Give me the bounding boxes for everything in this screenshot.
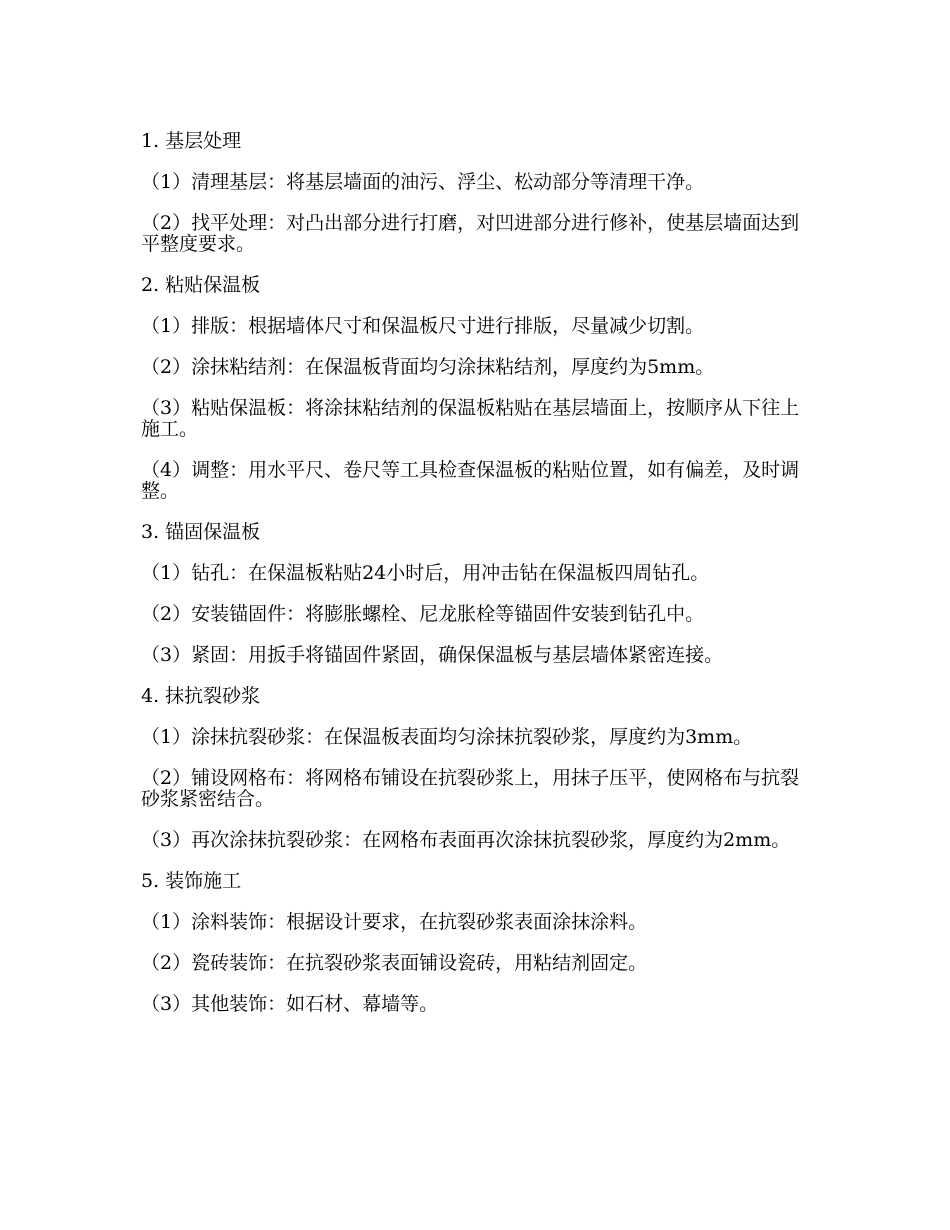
section-heading: 1. 基层处理 bbox=[141, 130, 242, 152]
section-1 bbox=[141, 131, 809, 255]
section-2 bbox=[141, 275, 809, 502]
list-item: （1）涂抹抗裂砂浆：在保温板表面均匀涂抹抗裂砂浆，厚度约为3mm。 bbox=[141, 726, 753, 748]
list-item: （2）瓷砖装饰：在抗裂砂浆表面铺设瓷砖，用粘结剂固定。 bbox=[141, 952, 648, 974]
list-item: （2）铺设网格布：将网格布铺设在抗裂砂浆上，用抹子压平，使网格布与抗裂砂浆紧密结合。 bbox=[141, 767, 800, 810]
section-heading: 3. 锚固保温板 bbox=[141, 521, 261, 543]
list-item: （3）紧固：用扳手将锚固件紧固，确保保温板与基层墙体紧密连接。 bbox=[141, 644, 724, 666]
list-item: （1）涂料装饰：根据设计要求，在抗裂砂浆表面涂抹涂料。 bbox=[141, 911, 648, 933]
list-item: （1）清理基层：将基层墙面的油污、浮尘、松动部分等清理干净。 bbox=[141, 171, 705, 193]
section-5 bbox=[141, 871, 809, 1015]
document-page bbox=[141, 131, 809, 1035]
list-item: （3）再次涂抹抗裂砂浆：在网格布表面再次涂抹抗裂砂浆，厚度约为2mm。 bbox=[141, 829, 791, 851]
section-heading: 4. 抹抗裂砂浆 bbox=[141, 685, 261, 707]
section-4 bbox=[141, 686, 809, 851]
section-heading: 2. 粘贴保温板 bbox=[141, 274, 261, 296]
list-item: （1）排版：根据墙体尺寸和保温板尺寸进行排版，尽量减少切割。 bbox=[141, 315, 705, 337]
list-item: （3）粘贴保温板：将涂抹粘结剂的保温板粘贴在基层墙面上，按顺序从下往上施工。 bbox=[141, 397, 800, 440]
list-item: （2）安装锚固件：将膨胀螺栓、尼龙胀栓等锚固件安装到钻孔中。 bbox=[141, 603, 705, 625]
section-heading: 5. 装饰施工 bbox=[141, 870, 242, 892]
list-item: （2）找平处理：对凸出部分进行打磨，对凹进部分进行修补，使基层墙面达到平整度要求。 bbox=[141, 212, 800, 255]
list-item: （3）其他装饰：如石材、幕墙等。 bbox=[141, 993, 439, 1015]
list-item: （1）钻孔：在保温板粘贴24小时后，用冲击钻在保温板四周钻孔。 bbox=[141, 562, 710, 584]
section-3 bbox=[141, 522, 809, 666]
list-item: （2）涂抹粘结剂：在保温板背面均匀涂抹粘结剂，厚度约为5mm。 bbox=[141, 356, 715, 378]
list-item: （4）调整：用水平尺、卷尺等工具检查保温板的粘贴位置，如有偏差，及时调整。 bbox=[141, 459, 800, 502]
